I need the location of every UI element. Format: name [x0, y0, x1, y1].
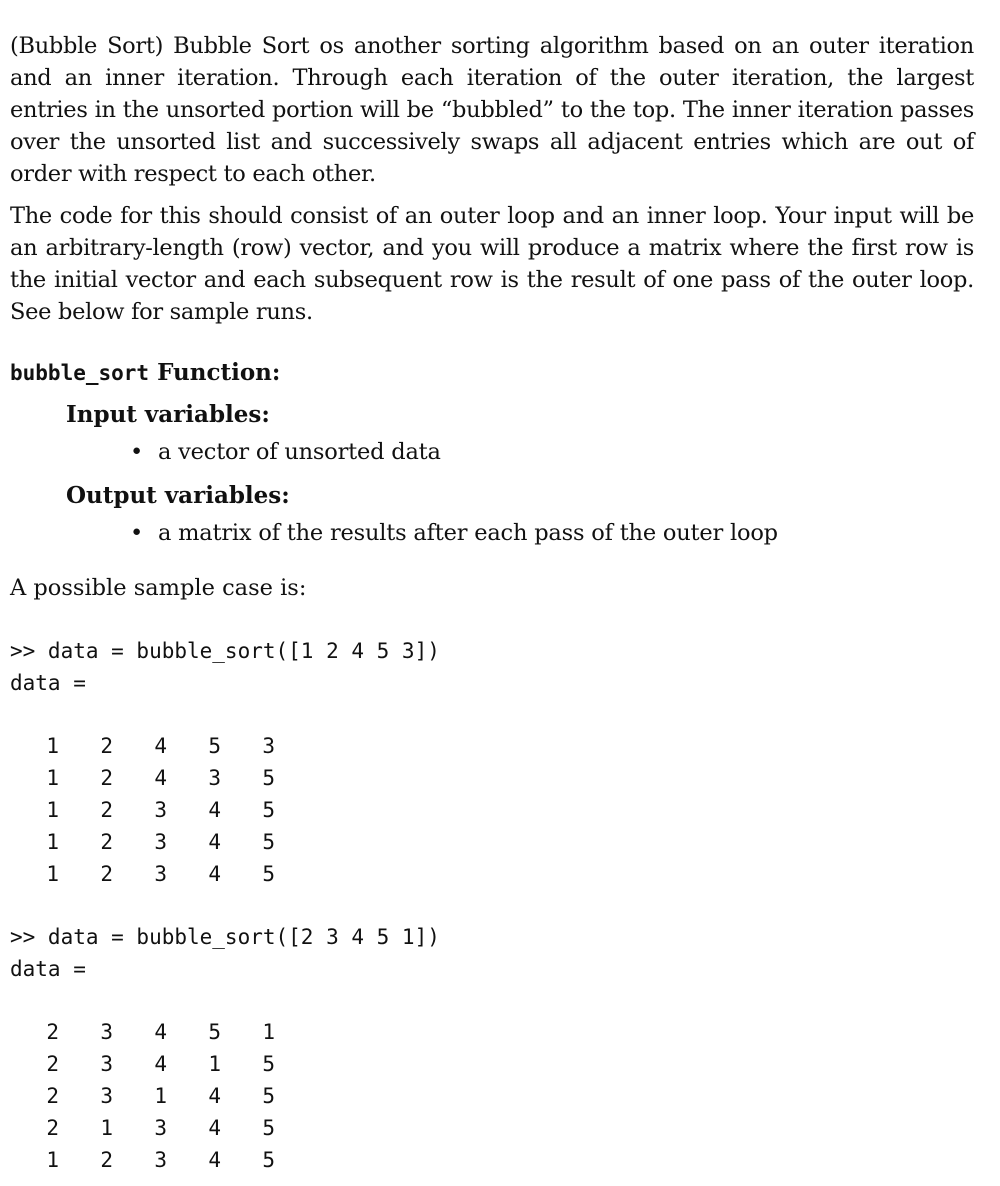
- matrix-row: [23, 826, 275, 858]
- matrix-cell: 5: [262, 1116, 275, 1140]
- matrix-cell: 3: [154, 1148, 167, 1172]
- matrix-cell: 4: [208, 862, 221, 886]
- matrix-cell: 5: [262, 798, 275, 822]
- matrix-cell: 4: [208, 1116, 221, 1140]
- matrix-row: [23, 1080, 275, 1112]
- matrix-cell: 5: [262, 1148, 275, 1172]
- intro-paragraph-1: (Bubble Sort) Bubble Sort os another sorting algorithm based on an outer iteration and an inner iteration. Through each iteration of the outer iteration, the largest entries in the unsorted portion will be “bubbled” to the top. The inner iteration passes over the unsorted list and successively swaps all adjacent entries which are out of order with respect to each other.: [10, 33, 974, 187]
- matrix-cell: 3: [100, 1020, 113, 1044]
- matrix-row: [23, 1016, 275, 1048]
- input-variable-item: • a vector of unsorted data: [130, 436, 974, 468]
- matrix-cell: 5: [262, 1084, 275, 1108]
- matrix-cell: 2: [46, 1052, 59, 1076]
- sample-2-command: >> data = bubble_sort([2 3 4 5 1]): [10, 925, 440, 949]
- sample-2-result-label: data =: [10, 957, 86, 981]
- matrix-cell: 3: [154, 830, 167, 854]
- matrix-cell: 5: [262, 830, 275, 854]
- matrix-cell: 1: [46, 862, 59, 886]
- matrix-cell: 4: [154, 734, 167, 758]
- matrix-cell: 2: [46, 1116, 59, 1140]
- input-variables-list: [66, 436, 974, 468]
- output-variables-list: [66, 517, 974, 549]
- matrix-cell: 4: [208, 1084, 221, 1108]
- matrix-cell: 4: [154, 766, 167, 790]
- matrix-row: [23, 762, 275, 794]
- intro-paragraph-2: The code for this should consist of an outer loop and an inner loop. Your input will be an arbitrary-length (row) vector, and you will produce a matrix where the first row is the initial vector and each subsequent row is the result of one pass of the outer loop. See below for sample runs.: [10, 203, 974, 325]
- matrix-row: [23, 1048, 275, 1080]
- matrix-cell: 3: [208, 766, 221, 790]
- matrix-cell: 3: [262, 734, 275, 758]
- matrix-cell: 2: [46, 1020, 59, 1044]
- matrix-cell: 2: [100, 798, 113, 822]
- document-page: [10, 30, 974, 1176]
- function-name: bubble_sort: [10, 361, 150, 385]
- matrix-cell: 2: [100, 734, 113, 758]
- matrix-row: [23, 1144, 275, 1176]
- matrix-cell: 2: [100, 766, 113, 790]
- matrix-cell: 1: [46, 830, 59, 854]
- output-variable-item: • a matrix of the results after each pass of the outer loop: [130, 517, 974, 549]
- matrix-cell: 4: [208, 798, 221, 822]
- matrix-cell: 1: [46, 734, 59, 758]
- matrix-cell: 4: [154, 1020, 167, 1044]
- matrix-cell: 1: [46, 798, 59, 822]
- matrix-row: [23, 1112, 275, 1144]
- input-variables-title: Input variables:: [66, 401, 270, 428]
- matrix-cell: 2: [100, 830, 113, 854]
- matrix-cell: 1: [262, 1020, 275, 1044]
- matrix-cell: 3: [154, 1116, 167, 1140]
- sample-intro: A possible sample case is:: [10, 575, 307, 601]
- matrix-cell: 1: [208, 1052, 221, 1076]
- sample-1-result-label: data =: [10, 671, 86, 695]
- sample-2-matrix: [23, 1016, 275, 1176]
- matrix-cell: 1: [154, 1084, 167, 1108]
- matrix-cell: 1: [46, 1148, 59, 1172]
- matrix-cell: 3: [100, 1084, 113, 1108]
- matrix-cell: 5: [262, 862, 275, 886]
- matrix-cell: 3: [154, 862, 167, 886]
- matrix-cell: 2: [100, 1148, 113, 1172]
- matrix-cell: 3: [154, 798, 167, 822]
- matrix-cell: 5: [208, 734, 221, 758]
- matrix-cell: 4: [154, 1052, 167, 1076]
- function-heading: [10, 357, 974, 389]
- matrix-cell: 4: [208, 830, 221, 854]
- matrix-cell: 5: [208, 1020, 221, 1044]
- function-heading-suffix: Function:: [149, 359, 281, 386]
- matrix-cell: 1: [46, 766, 59, 790]
- sample-1-command: >> data = bubble_sort([1 2 4 5 3]): [10, 639, 440, 663]
- matrix-row: [23, 794, 275, 826]
- sample-1-matrix: [23, 730, 275, 890]
- matrix-cell: 5: [262, 1052, 275, 1076]
- variables-block: [66, 399, 974, 549]
- matrix-cell: 5: [262, 766, 275, 790]
- output-variables-title: Output variables:: [66, 482, 290, 509]
- matrix-cell: 1: [100, 1116, 113, 1140]
- matrix-cell: 3: [100, 1052, 113, 1076]
- matrix-cell: 2: [46, 1084, 59, 1108]
- matrix-cell: 2: [100, 862, 113, 886]
- matrix-row: [23, 730, 275, 762]
- matrix-row: [23, 858, 275, 890]
- matrix-cell: 4: [208, 1148, 221, 1172]
